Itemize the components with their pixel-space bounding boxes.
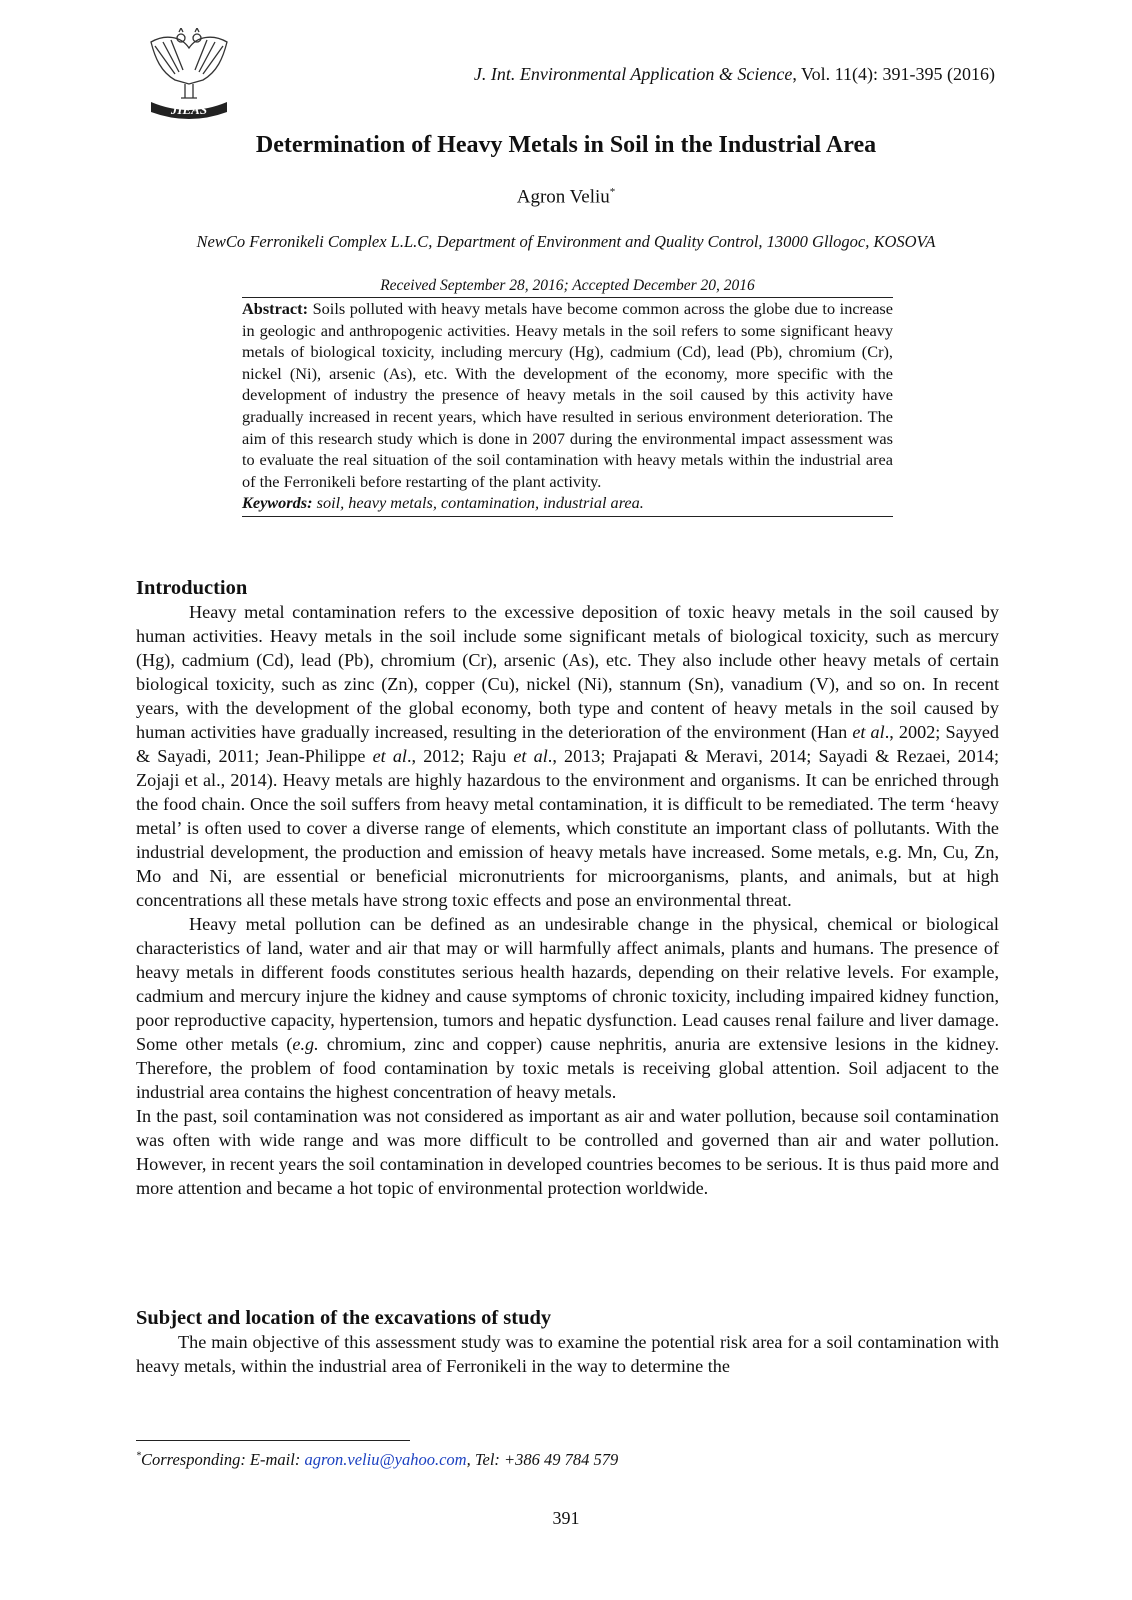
keywords-text: soil, heavy metals, contamination, industrial area. <box>312 493 644 513</box>
abstract-text <box>242 298 893 492</box>
journal-logo <box>145 28 233 120</box>
journal-header <box>474 64 995 85</box>
footnote-mark: * <box>136 1450 141 1462</box>
page-number: 391 <box>552 1508 580 1528</box>
author-line <box>0 186 1132 208</box>
footnote <box>136 1450 618 1470</box>
journal-volume: , Vol. 11(4): 391-395 (2016) <box>792 64 995 84</box>
introduction-section <box>136 576 999 1200</box>
author-mark: * <box>609 186 616 198</box>
footnote-label: Corresponding: E-mail: <box>141 1450 305 1469</box>
keywords-label: Keywords: <box>242 493 313 513</box>
abstract-body: Soils polluted with heavy metals have become common across the globe due to increase in geologic and anthropogenic activities. Heavy metals in the soil refers to some significant heavy metals of biological toxicity, including mercury (Hg), cadmium (Cd), lead (Pb), chromium (Cr), nickel (Ni), arsenic (As), etc. With the development of the economy, more specific with the development of industry the presence of heavy metals in the soil caused by this activity have gradually increased in recent years, which have resulted in serious environment deterioration. The aim of this research study which is done in 2007 during the environmental impact assessment was to evaluate the real situation of the soil contamination with heavy metals within the industrial area of the Ferronikeli before restarting of the plant activity. <box>242 299 893 491</box>
author-email-link[interactable]: agron.veliu@yahoo.com <box>304 1450 467 1469</box>
paper-title: Determination of Heavy Metals in Soil in the Industrial Area <box>255 132 877 158</box>
abstract-label: Abstract: <box>242 299 309 318</box>
subject-paragraph-1: The main objective of this assessment study was to examine the potential risk area for a soil contamination with heavy metals, within the industrial area of Ferronikeli in the way to determine the <box>136 1332 999 1376</box>
abstract-block <box>242 276 893 517</box>
intro-paragraph-1: Heavy metal contamination refers to the excessive deposition of toxic heavy metals in the soil caused by human activities. Heavy metals in the soil include some significant metals of biological toxicity, such as mercury (Hg), cadmium (Cd), lead (Pb), chromium (Cr), arsenic (As), etc. They also include other heavy metals of certain biological toxicity, such as zinc (Zn), copper (Cu), nickel (Ni), stannum (Sn), vanadium (V), and so on. In recent years, with the development of the global economy, both type and content of heavy metals in the soil caused by human activities have gradually increased, resulting in the deterioration of the environment (Han et al., 2002; Sayyed & Sayadi, 2011; Jean-Philippe et al., 2012; Raju et al., 2013; Prajapati & Meravi, 2014; Sayadi & Rezaei, 2014; Zojaji et al., 2014). Heavy metals are highly hazardous to the environment and organisms. It can be enriched through the food chain. Once the soil suffers from heavy metal contamination, it is difficult to be remediated. The term ‘heavy metal’ is often used to cover a diverse range of elements, which constitute an important class of pollutants. With the industrial development, the production and emission of heavy metals have increased. Some metals, e.g. Mn, Cu, Zn, Mo and Ni, are essential or beneficial micronutrients for microorganisms, plants, and animals, but at high concentrations all these metals have strong toxic effects and pose an environmental threat. <box>136 602 1000 910</box>
logo-text: JIEAS <box>170 102 208 117</box>
introduction-heading: Introduction <box>136 577 248 599</box>
received-dates: Received September 28, 2016; Accepted December 20, 2016 <box>380 277 755 294</box>
author-name: Agron Veliu <box>516 186 610 208</box>
intro-paragraph-3: In the past, soil contamination was not considered as important as air and water pollution, because soil contamination was often with wide range and was more difficult to be controlled and governed than air and water pollution. However, in recent years the soil contamination in developed countries becomes to be serious. It is thus paid more and more attention and became a hot topic of environmental protection worldwide. <box>136 1106 999 1198</box>
subject-section <box>136 1306 999 1378</box>
intro-paragraph-2: Heavy metal pollution can be defined as an undesirable change in the physical, chemical or biological characteristics of land, water and air that may or will harmfully affect animals, plants and humans. The presence of heavy metals in different foods constitutes serious health hazards, depending on their relative levels. For example, cadmium and mercury injure the kidney and cause symptoms of chronic toxicity, including impaired kidney function, poor reproductive capacity, hypertension, tumors and hepatic dysfunction. Lead causes renal failure and liver damage. Some other metals (e.g. chromium, zinc and copper) cause nephritis, anuria are extensive lesions in the kidney. Therefore, the problem of food contamination by toxic metals is receiving global attention. Soil adjacent to the industrial area contains the highest concentration of heavy metals. <box>136 914 999 1102</box>
keywords <box>242 492 893 514</box>
journal-name: J. Int. Environmental Application & Science <box>473 64 793 84</box>
footnote-rule <box>136 1440 410 1441</box>
footnote-tel: , Tel: +386 49 784 579 <box>466 1450 619 1469</box>
subject-heading: Subject and location of the excavations of study <box>136 1307 552 1329</box>
abstract-bottom-rule <box>242 516 893 517</box>
affiliation: NewCo Ferronikeli Complex L.L.C, Department of Environment and Quality Control, 13000 Gllogoc, KOSOVA <box>196 232 936 251</box>
